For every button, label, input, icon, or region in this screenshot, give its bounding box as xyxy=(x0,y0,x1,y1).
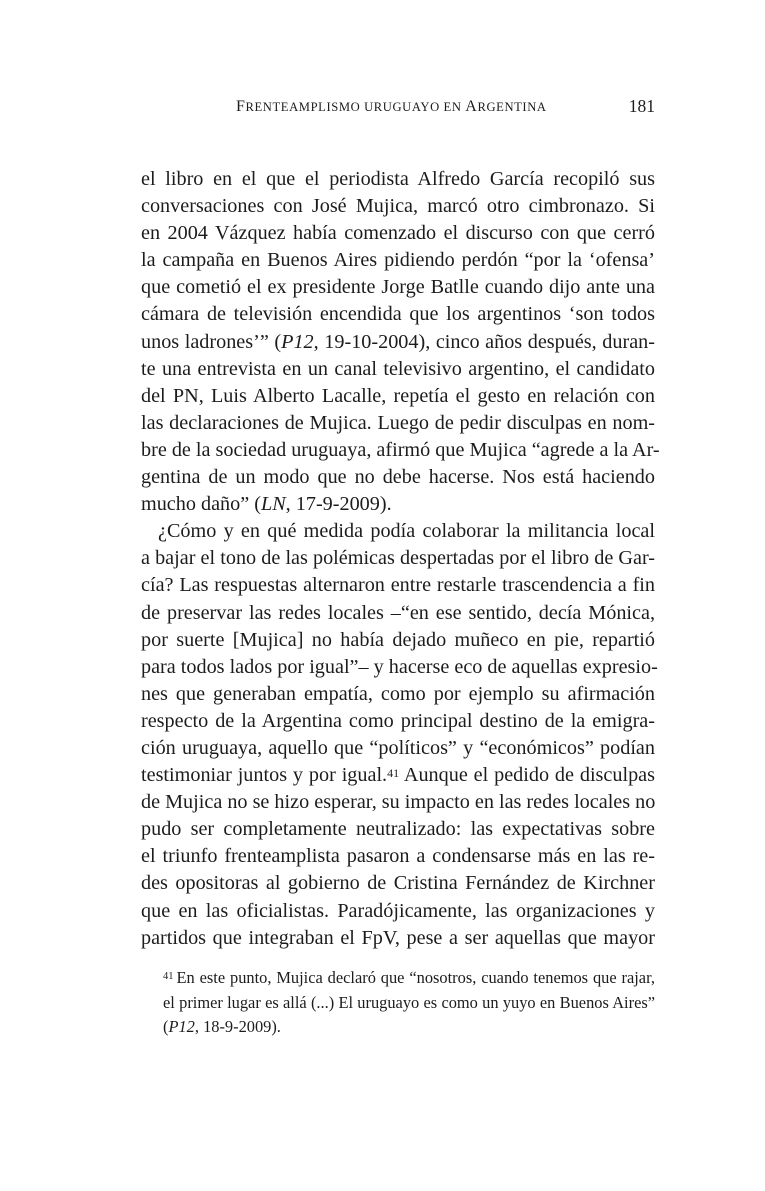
text-run: te una entrevista en un canal televisivo argentino, el candidato xyxy=(141,357,655,380)
text-run: el libro en el que el periodista Alfredo García recopiló sus xyxy=(141,168,655,190)
footnotes xyxy=(163,966,655,1040)
text-run: , 18-9-2009). xyxy=(194,1017,281,1036)
text-line xyxy=(141,491,655,518)
text-line xyxy=(141,383,655,410)
text-run: ( xyxy=(163,1017,169,1036)
text-run: En este punto, Mujica declaró que “nosotros, cuando tenemos que rajar, xyxy=(176,968,655,987)
text-run: que cometió el ex presidente Jorge Batlle cuando dijo ante una xyxy=(141,276,655,299)
text-run: , 19-10-2004), cinco años después, duran- xyxy=(313,330,655,353)
text-line xyxy=(141,925,655,952)
text-line xyxy=(141,681,655,708)
text-run: , 17-9-2009). xyxy=(285,493,392,516)
text-line xyxy=(141,518,655,545)
text-line xyxy=(141,870,655,897)
text-line xyxy=(141,410,655,437)
footnote-line xyxy=(163,966,655,991)
text-run: de Mujica no se hizo esperar, su impacto en las redes locales no xyxy=(141,791,656,814)
page-number: 181 xyxy=(628,96,655,116)
text-line xyxy=(141,193,655,220)
text-line xyxy=(141,301,655,328)
text-run: la campaña en Buenos Aires pidiendo perdón “por la ‘ofensa’ xyxy=(141,249,655,272)
text-run: por suerte [Mujica] no había dejado muñeco en pie, repartió xyxy=(141,628,655,651)
running-head-title xyxy=(236,98,547,116)
text-run: del PN, Luis Alberto Lacalle, repetía el gesto en relación con xyxy=(141,384,655,407)
text-run: ¿Cómo y en qué medida podía colaborar la militancia local xyxy=(158,520,655,543)
text-run: testimoniar juntos y por igual. xyxy=(141,764,388,787)
text-run: en 2004 Vázquez había comenzado el discurso con que cerró xyxy=(141,222,655,245)
text-run: Aunque el pedido de disculpas xyxy=(399,764,655,787)
text-run: F xyxy=(236,98,246,115)
text-line xyxy=(141,843,655,870)
text-line xyxy=(141,762,655,789)
text-line xyxy=(141,545,655,572)
text-line xyxy=(141,654,658,681)
italic-text: LN xyxy=(260,493,286,516)
italic-text: P12 xyxy=(281,330,314,353)
footnote-reference: 41 xyxy=(387,766,400,781)
text-line xyxy=(141,572,655,599)
footnote-line xyxy=(163,1015,655,1040)
text-line xyxy=(141,220,655,247)
text-line xyxy=(141,247,655,274)
text-run: cámara de televisión encendida que los argentinos ‘son todos xyxy=(141,303,655,326)
text-run: a bajar el tono de las polémicas despertadas por el libro de Gar- xyxy=(141,547,655,570)
text-run: unos ladrones’” ( xyxy=(141,330,282,353)
text-line xyxy=(141,600,655,627)
text-line xyxy=(141,464,655,491)
text-run: nes que generaban empatía, como por ejemplo su afirmación xyxy=(141,682,655,705)
text-line xyxy=(141,627,655,654)
text-line xyxy=(141,356,655,383)
text-run: conversaciones con José Mujica, marcó otro cimbronazo. Si xyxy=(141,195,655,218)
text-run: ción uruguaya, aquello que “políticos” y “económicos” podían xyxy=(141,736,655,759)
text-line xyxy=(141,789,655,816)
footnote-number: 41 xyxy=(163,971,174,982)
text-run: pudo ser completamente neutralizado: las expectativas sobre xyxy=(141,818,655,841)
running-header xyxy=(141,96,655,122)
text-line xyxy=(141,329,655,356)
text-run: RENTEAMPLISMO URUGUAYO EN xyxy=(245,100,466,114)
footnote-line xyxy=(163,991,655,1016)
text-line xyxy=(141,274,655,301)
text-run: partidos que integraban el FpV, pese a ser aquellas que mayor xyxy=(141,926,655,949)
text-run: bre de la sociedad uruguaya, afirmó que Mujica “agrede a la Ar- xyxy=(141,438,660,461)
text-run: A xyxy=(465,98,478,115)
footnote-41 xyxy=(163,966,655,1040)
text-run: RGENTINA xyxy=(477,100,547,114)
text-run: de preservar las redes locales –“en ese sentido, decía Mónica, xyxy=(141,601,655,624)
text-run: que en las oficialistas. Paradójicamente, las organizaciones y xyxy=(141,899,655,922)
text-line xyxy=(141,437,660,464)
text-run: el triunfo frenteamplista pasaron a condensarse más en las re- xyxy=(141,845,655,868)
text-run: respecto de la Argentina como principal destino de la emigra- xyxy=(141,709,655,732)
italic-text: P12 xyxy=(168,1017,195,1036)
text-line xyxy=(141,735,655,762)
text-line xyxy=(141,708,655,735)
text-run: gentina de un modo que no debe hacerse. Nos está haciendo xyxy=(141,466,655,489)
text-run: mucho daño” ( xyxy=(141,493,261,516)
body-text xyxy=(141,166,660,952)
text-run: las declaraciones de Mujica. Luego de pedir disculpas en nom- xyxy=(141,411,655,434)
text-line xyxy=(141,166,655,193)
text-run: cía? Las respuestas alternaron entre restarle trascendencia a fin xyxy=(141,574,655,597)
text-run: el primer lugar es allá (...) El uruguayo es como un yuyo en Buenos Aires” xyxy=(163,992,655,1012)
text-line xyxy=(141,898,655,925)
text-run: para todos lados por igual”– y hacerse eco de aquellas expresio- xyxy=(141,655,658,678)
text-run: des opositoras al gobierno de Cristina Fernández de Kirchner xyxy=(141,872,655,895)
text-line xyxy=(141,816,655,843)
